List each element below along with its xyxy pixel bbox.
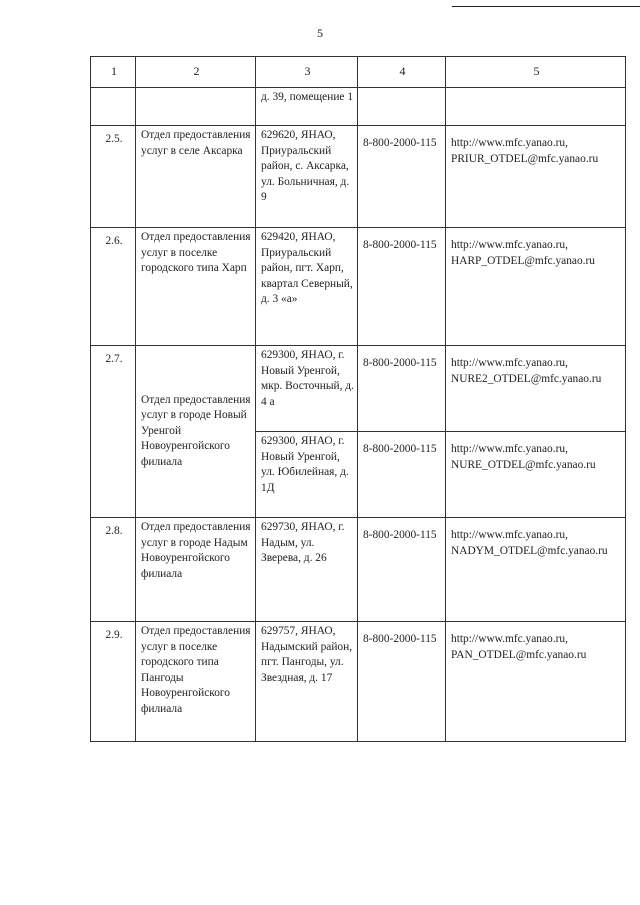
cell-address: 629620, ЯНАО, Приуральский район, с. Аксарка, ул. Больничная, д. 9 — [256, 126, 358, 228]
header-col-2: 2 — [136, 57, 256, 88]
cell-address: 629757, ЯНАО, Надымский район, пгт. Пангоды, ул. Звездная, д. 17 — [256, 622, 358, 742]
table-row — [91, 126, 626, 228]
cell-address: 629300, ЯНАО, г. Новый Уренгой, ул. Юбилейная, д. 1Д — [256, 432, 358, 518]
cell-web: http://www.mfc.yanao.ru, PRIUR_OTDEL@mfc.yanao.ru — [446, 126, 626, 228]
cell-num: 2.7. — [91, 346, 136, 518]
table-row — [91, 622, 626, 742]
header-col-4: 4 — [358, 57, 446, 88]
cell-num: 2.5. — [91, 126, 136, 228]
cell-phone: 8-800-2000-115 — [358, 126, 446, 228]
table-row — [91, 228, 626, 346]
cell-web: http://www.mfc.yanao.ru, NURE_OTDEL@mfc.yanao.ru — [446, 432, 626, 518]
cell-address: 629420, ЯНАО, Приуральский район, пгт. Харп, квартал Северный, д. 3 «а» — [256, 228, 358, 346]
branches-table — [90, 56, 626, 742]
cell-name — [136, 88, 256, 126]
cell-name: Отдел предоставления услуг в городе Новый Уренгой Новоуренгойского филиала — [136, 346, 256, 518]
header-col-1: 1 — [91, 57, 136, 88]
cell-address: д. 39, помещение 1 — [256, 88, 358, 126]
cell-phone: 8-800-2000-115 — [358, 228, 446, 346]
header-row — [91, 57, 626, 88]
cell-web: http://www.mfc.yanao.ru, NADYM_OTDEL@mfc.yanao.ru — [446, 518, 626, 622]
table-row-continued — [91, 88, 626, 126]
table-row — [91, 518, 626, 622]
cell-name: Отдел предоставления услуг в городе Надым Новоуренгойского филиала — [136, 518, 256, 622]
cell-web: http://www.mfc.yanao.ru, HARP_OTDEL@mfc.yanao.ru — [446, 228, 626, 346]
cell-name: Отдел предоставления услуг в поселке городского типа Пангоды Новоуренгойского филиала — [136, 622, 256, 742]
cell-web: http://www.mfc.yanao.ru, PAN_OTDEL@mfc.yanao.ru — [446, 622, 626, 742]
cell-num — [91, 88, 136, 126]
cell-phone: 8-800-2000-115 — [358, 518, 446, 622]
cell-phone — [358, 88, 446, 126]
cell-web — [446, 88, 626, 126]
cell-num: 2.8. — [91, 518, 136, 622]
cell-address: 629730, ЯНАО, г. Надым, ул. Зверева, д. 26 — [256, 518, 358, 622]
header-col-3: 3 — [256, 57, 358, 88]
cell-phone: 8-800-2000-115 — [358, 346, 446, 432]
cell-phone: 8-800-2000-115 — [358, 622, 446, 742]
cell-web: http://www.mfc.yanao.ru, NURE2_OTDEL@mfc.yanao.ru — [446, 346, 626, 432]
page-number: 5 — [317, 26, 323, 40]
cell-num: 2.9. — [91, 622, 136, 742]
cell-phone: 8-800-2000-115 — [358, 432, 446, 518]
cell-name: Отдел предоставления услуг в поселке городского типа Харп — [136, 228, 256, 346]
cell-name: Отдел предоставления услуг в селе Аксарка — [136, 126, 256, 228]
top-right-rule — [452, 6, 640, 7]
header-col-5: 5 — [446, 57, 626, 88]
cell-address: 629300, ЯНАО, г. Новый Уренгой, мкр. Восточный, д. 4 а — [256, 346, 358, 432]
table-row — [91, 346, 626, 432]
cell-num: 2.6. — [91, 228, 136, 346]
